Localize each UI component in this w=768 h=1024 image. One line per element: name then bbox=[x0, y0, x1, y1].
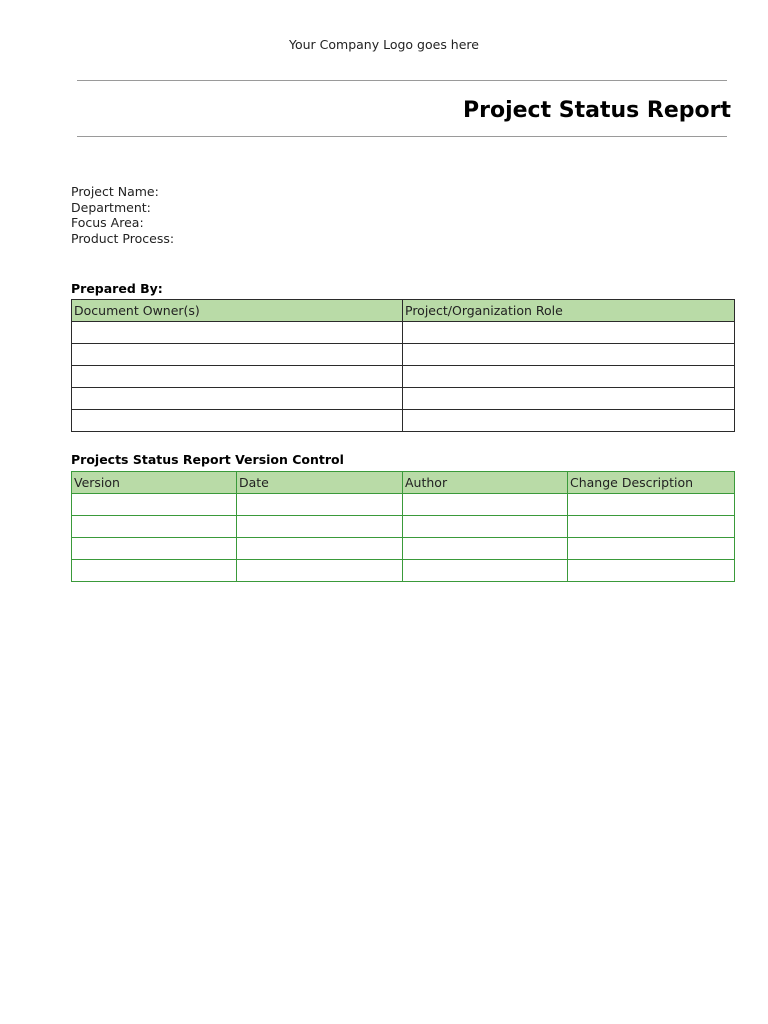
table-cell[interactable] bbox=[403, 410, 735, 432]
column-header-role: Project/Organization Role bbox=[403, 300, 735, 322]
product-process-label: Product Process: bbox=[71, 230, 175, 246]
table-cell[interactable] bbox=[403, 366, 735, 388]
table-cell[interactable] bbox=[403, 538, 568, 560]
table-row bbox=[72, 560, 735, 582]
table-cell[interactable] bbox=[403, 388, 735, 410]
column-header-date: Date bbox=[237, 472, 403, 494]
table-cell[interactable] bbox=[237, 560, 403, 582]
prepared-by-table bbox=[71, 299, 735, 432]
company-logo-placeholder: Your Company Logo goes here bbox=[289, 37, 479, 52]
table-cell[interactable] bbox=[72, 410, 403, 432]
table-cell[interactable] bbox=[568, 560, 735, 582]
table-cell[interactable] bbox=[568, 516, 735, 538]
focus-area-label: Focus Area: bbox=[71, 215, 144, 230]
table-row bbox=[72, 410, 735, 432]
department-label: Department: bbox=[71, 199, 151, 215]
table-row bbox=[72, 494, 735, 516]
table-cell[interactable] bbox=[72, 388, 403, 410]
column-header-document-owners: Document Owner(s) bbox=[72, 300, 403, 322]
table-cell[interactable] bbox=[403, 516, 568, 538]
table-cell[interactable] bbox=[72, 516, 237, 538]
table-cell[interactable] bbox=[237, 494, 403, 516]
table-header-row bbox=[72, 472, 735, 494]
version-control-table bbox=[71, 471, 735, 582]
page-title: Project Status Report bbox=[463, 98, 731, 123]
table-cell[interactable] bbox=[72, 560, 237, 582]
bottom-divider bbox=[77, 136, 727, 137]
table-cell[interactable] bbox=[568, 538, 735, 560]
table-row bbox=[72, 344, 735, 366]
table-row bbox=[72, 322, 735, 344]
version-control-heading: Projects Status Report Version Control bbox=[71, 452, 344, 467]
project-fields bbox=[71, 184, 174, 246]
table-cell[interactable] bbox=[403, 344, 735, 366]
column-header-version: Version bbox=[72, 472, 237, 494]
table-row bbox=[72, 388, 735, 410]
table-cell[interactable] bbox=[72, 494, 237, 516]
table-row bbox=[72, 516, 735, 538]
table-cell[interactable] bbox=[403, 322, 735, 344]
prepared-by-heading: Prepared By: bbox=[71, 281, 163, 296]
table-cell[interactable] bbox=[72, 344, 403, 366]
table-cell[interactable] bbox=[403, 494, 568, 516]
table-cell[interactable] bbox=[72, 538, 237, 560]
table-cell[interactable] bbox=[72, 366, 403, 388]
table-cell[interactable] bbox=[568, 494, 735, 516]
table-row bbox=[72, 366, 735, 388]
top-divider bbox=[77, 80, 727, 81]
table-cell[interactable] bbox=[237, 516, 403, 538]
project-name-label: Project Name: bbox=[71, 184, 159, 199]
table-cell[interactable] bbox=[72, 322, 403, 344]
column-header-change-description: Change Description bbox=[568, 472, 735, 494]
column-header-author: Author bbox=[403, 472, 568, 494]
table-cell[interactable] bbox=[237, 538, 403, 560]
table-header-row bbox=[72, 300, 735, 322]
table-row bbox=[72, 538, 735, 560]
table-cell[interactable] bbox=[403, 560, 568, 582]
